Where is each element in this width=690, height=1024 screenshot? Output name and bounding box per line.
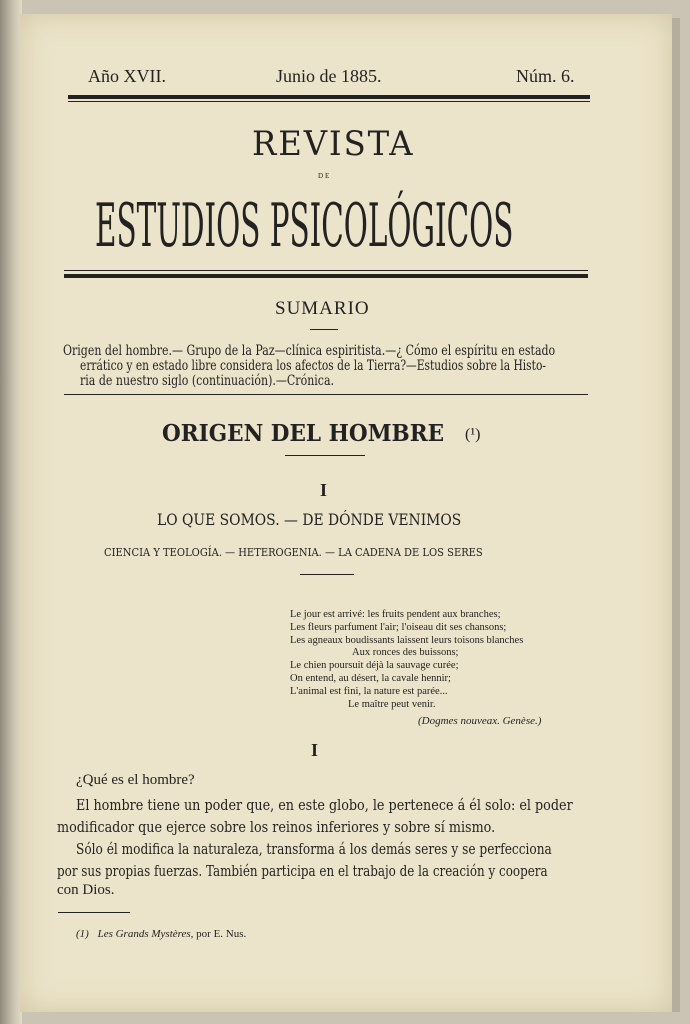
summary-line-2: errático y en estado libre considera los afectos de la Tierra?—Estudios sobre la Histo- [80, 358, 546, 374]
issue-date: Junio de 1885. [276, 66, 382, 86]
paragraph-line: con Dios. [57, 882, 115, 898]
paragraph-line: modificador que ejerce sobre los reinos inferiores y sobre sí mismo. [57, 818, 496, 836]
poem-line: Le jour est arrivé: les fruits pendent aux branches; [290, 609, 501, 620]
masthead-rule-thick [64, 274, 588, 278]
footnote-author: por E. Nus. [196, 928, 247, 940]
paragraph-line: Sólo él modifica la naturaleza, transforma á los demás seres y se perfecciona [76, 840, 552, 858]
masthead-rule-thin [64, 270, 588, 271]
topics-divider [300, 574, 354, 575]
article-footnote-ref: (¹) [465, 426, 481, 443]
footnote [76, 928, 246, 940]
header-rule-thick [68, 95, 590, 99]
chapter-number: I [320, 480, 328, 500]
paragraph-line: por sus propias fuerzas. También participa en el trabajo de la creación y coopera [57, 862, 548, 880]
summary-line-3: ria de nuestro siglo (continuación).—Crónica. [80, 373, 335, 389]
summary-line-1: Origen del hombre.— Grupo de la Paz—clínica espiritista.—¿ Cómo el espíritu en estado [63, 343, 556, 359]
paragraph-line: El hombre tiene un poder que, en este globo, le pertenece á él solo: el poder [76, 796, 573, 814]
poem-line: L'animal est fini, la nature est parée... [290, 685, 448, 697]
poem-line: Les agneaux boudissants laissent leurs toisons blanches [290, 634, 524, 646]
title-divider [285, 455, 365, 456]
header-rule-thin [68, 101, 590, 102]
poem-line: On entend, au désert, la cavale hennir; [290, 672, 451, 684]
epigraph-poem [290, 609, 523, 711]
summary-divider [310, 329, 338, 330]
masthead-title-top: REVISTA [252, 124, 415, 164]
book-spine [0, 0, 22, 1024]
footnote-text: Les Grands Mystères, [97, 928, 194, 940]
article-title: ORIGEN DEL HOMBRE [162, 420, 445, 447]
issue-year: Año XVII. [88, 66, 166, 86]
summary-heading: SUMARIO [275, 298, 370, 319]
section-number: I [311, 740, 319, 760]
footnote-rule [58, 912, 130, 913]
masthead-title-main: ESTUDIOS PSICOLÓGICOS [95, 191, 514, 261]
paragraph-question: ¿Qué es el hombre? [76, 772, 195, 788]
chapter-topics: CIENCIA Y TEOLOGÍA. — HETEROGENIA. — LA CADENA DE LOS SERES [104, 545, 483, 559]
masthead-de: DE [318, 172, 332, 180]
poem-line: Aux ronces des buissons; [352, 647, 459, 659]
poem-line: Le maître peut venir. [348, 698, 436, 710]
poem-line: Le chien poursuit déjà la sauvage curée; [290, 660, 459, 672]
footnote-marker: (1) [76, 928, 89, 940]
issue-number: Núm. 6. [516, 66, 575, 86]
poem-line: Les fleurs parfument l'air; l'oiseau dit ses chansons; [290, 621, 507, 633]
poem-source: (Dogmes nouveax. Genèse.) [418, 715, 542, 727]
summary-rule [64, 394, 588, 395]
chapter-subtitle: LO QUE SOMOS. — DE DÓNDE VENIMOS [157, 510, 462, 529]
